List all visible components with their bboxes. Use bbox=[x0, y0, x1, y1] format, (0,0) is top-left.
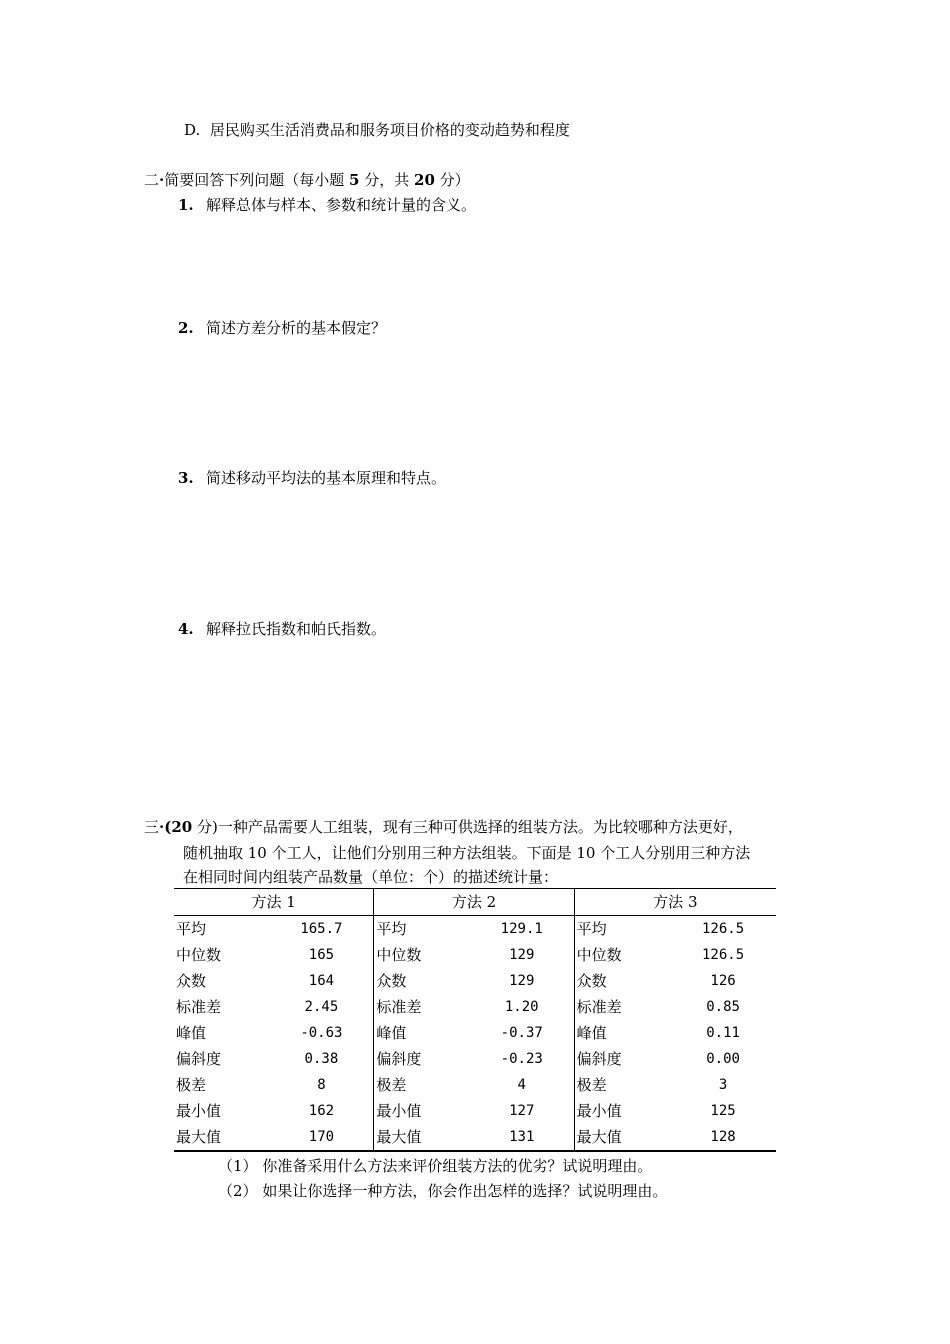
question-text: 解释拉氏指数和帕氏指数。 bbox=[206, 620, 387, 638]
stat-value-cell: 126.5 bbox=[702, 947, 745, 963]
stat-label-cell: 众数 bbox=[176, 972, 207, 990]
stat-label-cell: 峰值 bbox=[574, 1020, 670, 1046]
section-2-points-total: 20 bbox=[414, 171, 435, 189]
section-3-line-3: 在相同时间内组装产品数量（单位：个）的描述统计量： bbox=[183, 868, 559, 886]
stat-value-cell: 3 bbox=[718, 1077, 728, 1093]
stat-value-cell: 129 bbox=[509, 947, 535, 963]
stat-label-cell: 标准差 bbox=[574, 994, 670, 1020]
table-row bbox=[174, 968, 776, 994]
section-2-heading-end: 分） bbox=[434, 171, 470, 189]
section-2-heading bbox=[144, 170, 470, 190]
table-row bbox=[174, 1098, 776, 1124]
question-3 bbox=[178, 468, 446, 488]
section-2-heading-mid: 分，共 bbox=[359, 171, 415, 189]
section-2-mark: 二 bbox=[144, 171, 160, 189]
table-row bbox=[174, 942, 776, 968]
stat-label-cell: 最小值 bbox=[176, 1102, 222, 1120]
table-row bbox=[174, 1046, 776, 1072]
stat-label-cell: 众数 bbox=[574, 968, 670, 994]
stat-label-cell: 峰值 bbox=[374, 1020, 470, 1046]
section-2-heading-text: 简要回答下列问题（每小题 bbox=[164, 171, 350, 189]
descriptive-stats-table bbox=[174, 888, 776, 1152]
stat-value-cell: -0.63 bbox=[300, 1025, 343, 1041]
stat-value-cell: 8 bbox=[317, 1077, 326, 1093]
stat-label-cell: 中位数 bbox=[374, 942, 470, 968]
question-number: 3. bbox=[178, 469, 194, 487]
stat-label-cell: 偏斜度 bbox=[574, 1046, 670, 1072]
stat-value-cell: 165 bbox=[308, 947, 335, 963]
sub-question-number: （2） bbox=[218, 1182, 258, 1200]
sub-question-number: （1） bbox=[218, 1157, 258, 1175]
column-header: 方法 1 bbox=[174, 889, 374, 916]
table-row bbox=[174, 916, 776, 943]
stat-value-cell: 162 bbox=[308, 1103, 335, 1119]
stat-label-cell: 中位数 bbox=[574, 942, 670, 968]
stat-label-cell: 峰值 bbox=[176, 1024, 207, 1042]
stat-label-cell: 标准差 bbox=[374, 994, 470, 1020]
section-3-points: (20 bbox=[164, 818, 193, 836]
sub-question-text: 如果让你选择一种方法，你会作出怎样的选择？试说明理由。 bbox=[262, 1182, 668, 1200]
stat-value-cell: 0.11 bbox=[706, 1025, 740, 1041]
stat-value-cell: -0.23 bbox=[500, 1051, 543, 1067]
sub-question-2 bbox=[218, 1181, 667, 1201]
section-2-points-each: 5 bbox=[349, 171, 360, 189]
stat-label-cell: 最大值 bbox=[176, 1128, 222, 1146]
stat-value-cell: 131 bbox=[509, 1129, 535, 1145]
section-3-line-1 bbox=[144, 817, 743, 837]
stat-value-cell: 165.7 bbox=[300, 921, 343, 937]
section-3-dot: · bbox=[159, 818, 165, 836]
question-number: 4. bbox=[178, 620, 194, 638]
stat-value-cell: 0.85 bbox=[706, 999, 740, 1015]
stat-label-cell: 极差 bbox=[574, 1072, 670, 1098]
stat-value-cell: -0.37 bbox=[500, 1025, 543, 1041]
stat-label-cell: 标准差 bbox=[176, 998, 222, 1016]
stat-value-cell: 164 bbox=[308, 973, 335, 989]
question-1 bbox=[178, 195, 476, 215]
question-number: 2. bbox=[178, 319, 194, 337]
table-header-row bbox=[174, 889, 776, 916]
stat-label-cell: 中位数 bbox=[176, 946, 222, 964]
stat-value-cell: 126.5 bbox=[702, 921, 745, 937]
stat-value-cell: 125 bbox=[710, 1103, 736, 1119]
stat-value-cell: 0.00 bbox=[706, 1051, 740, 1067]
section-3-line-2: 随机抽取 10 个工人，让他们分别用三种方法组装。下面是 10 个工人分别用三种方法 bbox=[183, 844, 751, 862]
section-3-text: 分)一种产品需要人工组装，现有三种可供选择的组装方法。为比较哪种方法更好， bbox=[192, 818, 743, 836]
stat-label-cell: 极差 bbox=[176, 1076, 207, 1094]
question-text: 解释总体与样本、参数和统计量的含义。 bbox=[206, 196, 477, 214]
stat-label-cell: 极差 bbox=[374, 1072, 470, 1098]
column-header: 方法 2 bbox=[374, 889, 574, 916]
stat-label-cell: 最大值 bbox=[574, 1124, 670, 1151]
stat-label-cell: 偏斜度 bbox=[374, 1046, 470, 1072]
table-row bbox=[174, 1020, 776, 1046]
stat-value-cell: 126 bbox=[710, 973, 736, 989]
question-text: 简述移动平均法的基本原理和特点。 bbox=[206, 469, 447, 487]
stat-label-cell: 偏斜度 bbox=[176, 1050, 222, 1068]
stat-value-cell: 2.45 bbox=[304, 999, 339, 1015]
stat-value-cell: 129 bbox=[509, 973, 535, 989]
sub-question-1 bbox=[218, 1156, 652, 1176]
stat-value-cell: 4 bbox=[517, 1077, 526, 1093]
section-3-mark: 三 bbox=[144, 818, 160, 836]
table-row bbox=[174, 1124, 776, 1151]
stat-label-cell: 最小值 bbox=[374, 1098, 470, 1124]
table-row bbox=[174, 1072, 776, 1098]
stat-value-cell: 1.20 bbox=[504, 999, 539, 1015]
option-d-letter: D. bbox=[184, 121, 201, 139]
stat-value-cell: 129.1 bbox=[500, 921, 543, 937]
question-text: 简述方差分析的基本假定？ bbox=[206, 319, 387, 337]
stat-value-cell: 127 bbox=[509, 1103, 535, 1119]
stat-value-cell: 0.38 bbox=[304, 1051, 339, 1067]
option-d-text: 居民购买生活消费品和服务项目价格的变动趋势和程度 bbox=[209, 121, 570, 139]
stat-label-cell: 平均 bbox=[574, 916, 670, 943]
stat-label-cell: 平均 bbox=[374, 916, 470, 943]
sub-question-text: 你准备采用什么方法来评价组装方法的优劣？试说明理由。 bbox=[262, 1157, 653, 1175]
stat-label-cell: 最大值 bbox=[374, 1124, 470, 1151]
stat-value-cell: 170 bbox=[308, 1129, 335, 1145]
stat-label-cell: 最小值 bbox=[574, 1098, 670, 1124]
stat-label-cell: 平均 bbox=[176, 920, 207, 938]
stat-label-cell: 众数 bbox=[374, 968, 470, 994]
question-4 bbox=[178, 619, 386, 639]
question-2 bbox=[178, 318, 386, 338]
option-d bbox=[184, 120, 570, 140]
column-header: 方法 3 bbox=[574, 889, 776, 916]
section-2-dot: · bbox=[159, 171, 165, 189]
table-row bbox=[174, 994, 776, 1020]
stat-value-cell: 128 bbox=[710, 1129, 736, 1145]
question-number: 1. bbox=[178, 196, 194, 214]
